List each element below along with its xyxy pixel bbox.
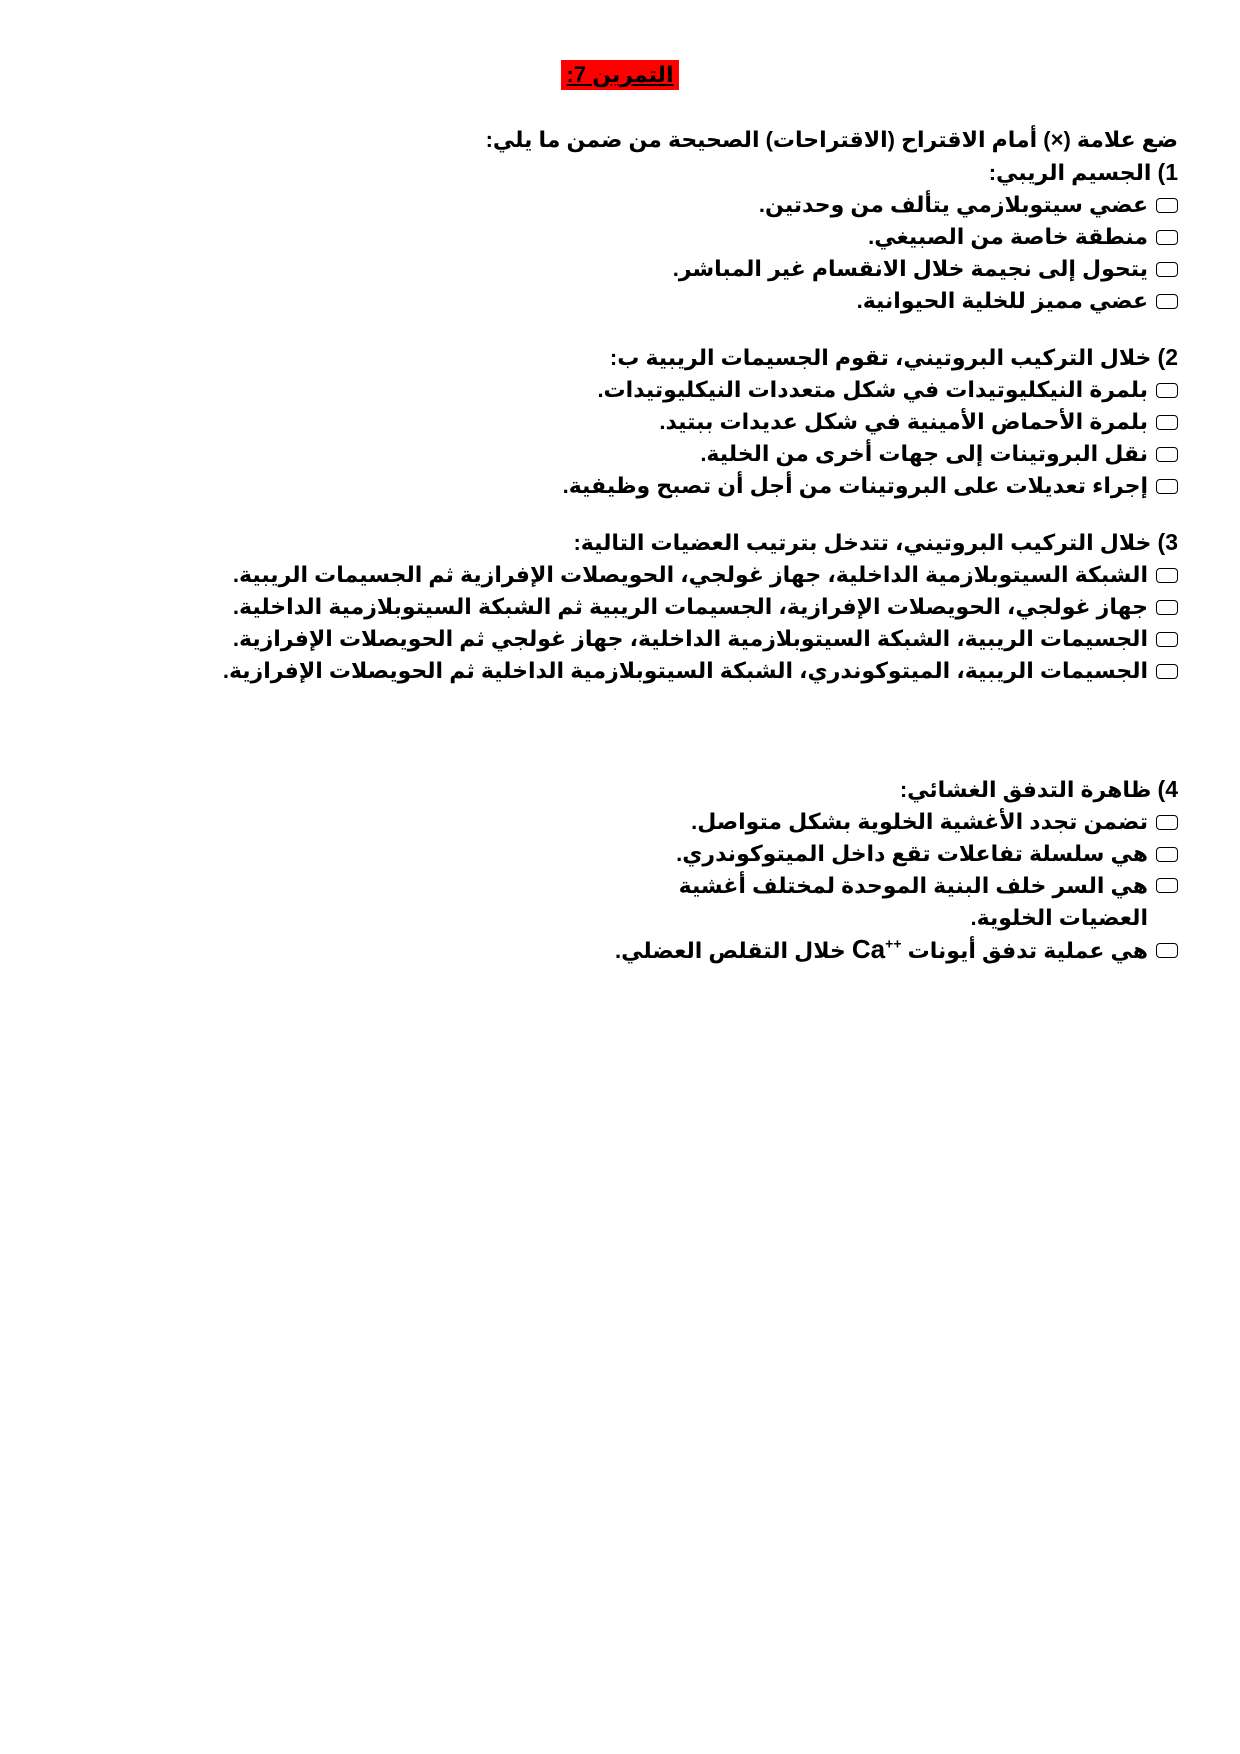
answer-option-text: بلمرة النيكليوتيدات في شكل متعددات النيكليوتيدات. [597, 377, 1148, 402]
answer-option-text: تضمن تجدد الأغشية الخلوية بشكل متواصل. [691, 809, 1148, 834]
option-text-before: هي عملية تدفق أيونات [907, 938, 1148, 963]
question-number: 3) [1157, 529, 1178, 555]
instruction-text: ضع علامة (×) أمام الاقتراح (الاقتراحات) الصحيحة من ضمن ما يلي: [485, 127, 1178, 152]
checkbox-icon[interactable] [1156, 262, 1178, 277]
option-text-after: خلال التقلص العضلي. [615, 938, 846, 963]
spacer [278, 502, 1178, 526]
checkbox-icon[interactable] [1156, 664, 1178, 679]
answer-option-text: نقل البروتينات إلى جهات أخرى من الخلية. [700, 441, 1148, 466]
answer-option-text: هي سلسلة تفاعلات تقع داخل الميتوكوندري. [676, 841, 1148, 866]
answer-option[interactable] [278, 438, 1178, 470]
answer-option[interactable] [278, 285, 1178, 317]
answer-option-text: جهاز غولجي، الحويصلات الإفرازية، الجسيمات الريبية ثم الشبكة السيتوبلازمية الداخلية. [232, 594, 1148, 619]
answer-option[interactable] [232, 623, 1178, 655]
question-stem-text: خلال التركيب البروتيني، تتدخل بترتيب العضيات التالية: [573, 530, 1152, 555]
answer-option[interactable] [222, 655, 1178, 687]
question-number: 2) [1157, 344, 1178, 370]
answer-option-text: الجسيمات الريبية، الميتوكوندري، الشبكة السيتوبلازمية الداخلية ثم الحويصلات الإفرازية. [222, 658, 1148, 683]
answer-option[interactable] [278, 189, 1178, 221]
checkbox-icon[interactable] [1156, 568, 1178, 583]
answer-option[interactable] [278, 870, 1178, 934]
exercise-title: التمرين 7: [561, 60, 680, 90]
question-2 [278, 341, 1178, 502]
answer-option-text [615, 933, 1148, 967]
checkbox-icon[interactable] [1156, 447, 1178, 462]
answer-option[interactable] [278, 838, 1178, 870]
answer-option[interactable] [278, 221, 1178, 253]
checkbox-icon[interactable] [1156, 943, 1178, 958]
question-1 [278, 156, 1178, 317]
exercise-content [222, 124, 1178, 966]
question-3 [222, 526, 1178, 687]
question-number: 4) [1157, 776, 1178, 802]
question-stem-text: ظاهرة التدفق الغشائي: [899, 777, 1152, 802]
answer-option[interactable] [232, 591, 1178, 623]
answer-option-text: عضي مميز للخلية الحيوانية. [856, 288, 1148, 313]
answer-option[interactable] [278, 934, 1178, 966]
spacer [278, 687, 1178, 773]
spacer [278, 317, 1178, 341]
question-stem-text: خلال التركيب البروتيني، تقوم الجسيمات الريبية ب: [609, 345, 1152, 370]
checkbox-icon[interactable] [1156, 878, 1178, 893]
question-stem [278, 526, 1178, 559]
checkbox-icon[interactable] [1156, 632, 1178, 647]
ion-symbol: Ca [851, 934, 886, 964]
answer-option-text: هي السر خلف البنية الموحدة لمختلف أغشية العضيات الخلوية. [678, 873, 1148, 930]
checkbox-icon[interactable] [1156, 294, 1178, 309]
checkbox-icon[interactable] [1156, 198, 1178, 213]
answer-option-text: بلمرة الأحماض الأمينية في شكل عديدات ببتيد. [659, 409, 1148, 434]
exercise-title-wrap [565, 58, 675, 92]
answer-option[interactable] [278, 406, 1178, 438]
question-stem [278, 341, 1178, 374]
checkbox-icon[interactable] [1156, 847, 1178, 862]
answer-option[interactable] [278, 253, 1178, 285]
answer-option[interactable] [278, 374, 1178, 406]
answer-option[interactable] [278, 470, 1178, 502]
checkbox-icon[interactable] [1156, 600, 1178, 615]
question-stem [278, 773, 1178, 806]
answer-option[interactable] [278, 806, 1178, 838]
answer-option-text: إجراء تعديلات على البروتينات من أجل أن تصبح وظيفية. [562, 473, 1148, 498]
question-stem [278, 156, 1178, 189]
answer-option[interactable] [232, 559, 1178, 591]
answer-option-text: الجسيمات الريبية، الشبكة السيتوبلازمية الداخلية، جهاز غولجي ثم الحويصلات الإفرازية. [232, 626, 1148, 651]
question-number: 1) [1157, 159, 1178, 185]
checkbox-icon[interactable] [1156, 383, 1178, 398]
ion-charge: ++ [885, 935, 902, 952]
calcium-ion [852, 934, 902, 964]
checkbox-icon[interactable] [1156, 815, 1178, 830]
question-stem-text: الجسيم الريبي: [988, 160, 1152, 185]
answer-option-text: عضي سيتوبلازمي يتألف من وحدتين. [758, 192, 1148, 217]
checkbox-icon[interactable] [1156, 415, 1178, 430]
answer-option-text: منطقة خاصة من الصبيغي. [868, 224, 1148, 249]
checkbox-icon[interactable] [1156, 479, 1178, 494]
question-4 [278, 773, 1178, 966]
answer-option-text: الشبكة السيتوبلازمية الداخلية، جهاز غولجي، الحويصلات الإفرازية ثم الجسيمات الريبية. [232, 562, 1148, 587]
checkbox-icon[interactable] [1156, 230, 1178, 245]
answer-option-text: يتحول إلى نجيمة خلال الانقسام غير المباشر. [672, 256, 1148, 281]
